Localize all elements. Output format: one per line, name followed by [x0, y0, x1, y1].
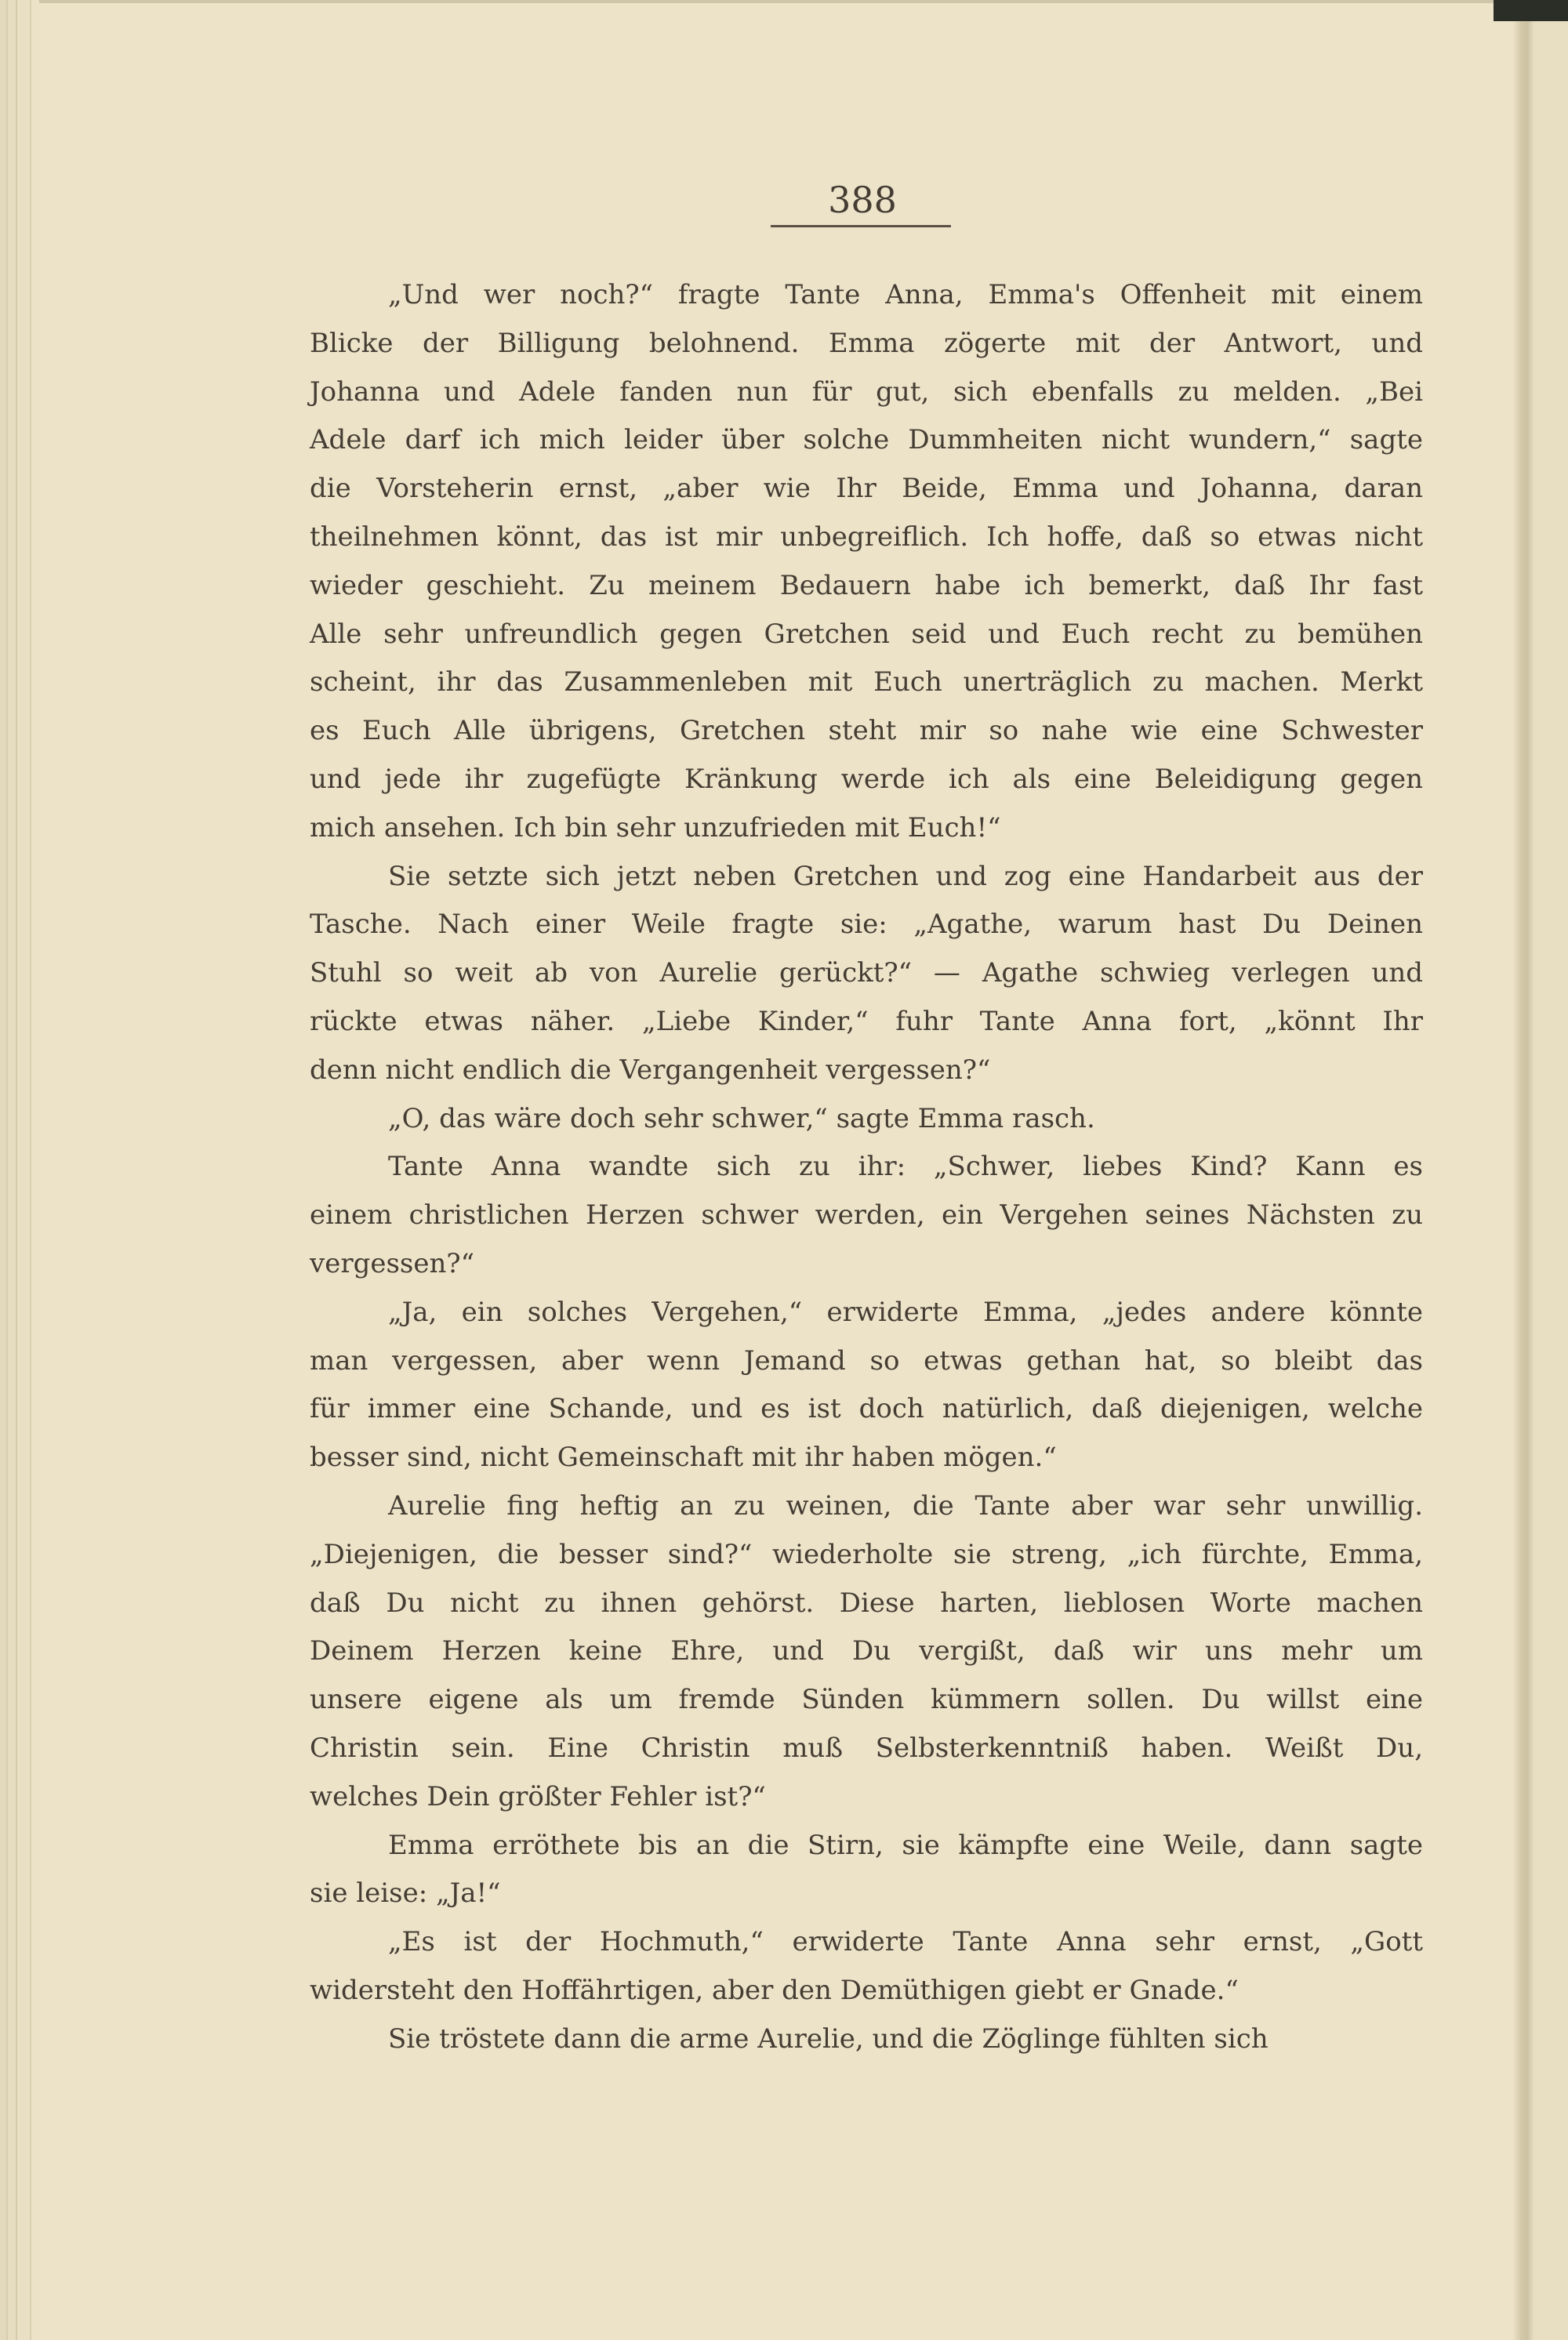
text-line: „Diejenigen, die besser sind?“ wiederholte sie streng, „ich fürchte, Emma,	[310, 1538, 1423, 1570]
paragraph	[310, 1822, 1423, 1919]
text-line: Johanna und Adele fanden nun für gut, sich ebenfalls zu melden. „Bei	[310, 375, 1423, 408]
text-line: besser sind, nicht Gemeinschaft mit ihr haben mögen.“	[310, 1442, 1057, 1474]
body-text	[310, 271, 1423, 2063]
text-line: widersteht den Hoffährtigen, aber den Demüthigen giebt er Gnade.“	[310, 1974, 1239, 2006]
text-line: „Ja, ein solches Vergehen,“ erwiderte Emma, „jedes andere könnte	[388, 1296, 1423, 1328]
text-line: unsere eigene als um fremde Sünden kümmern sollen. Du willst eine	[310, 1684, 1423, 1716]
text-line: Christin sein. Eine Christin muß Selbsterkenntniß haben. Weißt Du,	[310, 1732, 1423, 1764]
scan-background-corner	[1494, 0, 1568, 21]
text-line: „O, das wäre doch sehr schwer,“ sagte Emma rasch.	[388, 1102, 1095, 1134]
paragraph	[310, 1918, 1423, 2015]
text-line: es Euch Alle übrigens, Gretchen steht mir so nahe wie eine Schwester	[310, 715, 1423, 747]
paragraph	[310, 271, 1423, 853]
text-line: Sie tröstete dann die arme Aurelie, und die Zöglinge fühlten sich	[388, 2023, 1269, 2055]
text-line: die Vorsteherin ernst, „aber wie Ihr Beide, Emma und Johanna, daran	[310, 473, 1423, 505]
text-line: man vergessen, aber wenn Jemand so etwas gethan hat, so bleibt das	[310, 1344, 1423, 1377]
page-number-rule	[771, 225, 951, 227]
text-line: Blicke der Billigung belohnend. Emma zögerte mit der Antwort, und	[310, 327, 1423, 359]
text-line: scheint, ihr das Zusammenleben mit Euch unerträglich zu machen. Merkt	[310, 666, 1423, 698]
text-line: Alle sehr unfreundlich gegen Gretchen seid und Euch recht zu bemühen	[310, 618, 1423, 650]
page-stack-edge-left	[0, 0, 39, 2340]
text-line: vergessen?“	[310, 1247, 474, 1279]
text-line: welches Dein größter Fehler ist?“	[310, 1780, 766, 1812]
page-top-edge	[0, 0, 1568, 3]
text-line: „Es ist der Hochmuth,“ erwiderte Tante Anna sehr ernst, „Gott	[388, 1926, 1423, 1958]
paragraph	[310, 1482, 1423, 1822]
text-line: für immer eine Schande, und es ist doch natürlich, daß diejenigen, welche	[310, 1393, 1423, 1425]
next-page-edge	[1534, 21, 1568, 2340]
text-line: Aurelie fing heftig an zu weinen, die Tante aber war sehr unwillig.	[388, 1489, 1423, 1522]
text-line: und jede ihr zugefügte Kränkung werde ich als eine Beleidigung gegen	[310, 763, 1423, 795]
page-fold-shadow	[1513, 21, 1534, 2340]
text-line: einem christlichen Herzen schwer werden, ein Vergehen seines Nächsten zu	[310, 1199, 1423, 1232]
text-line: Sie setzte sich jetzt neben Gretchen und zog eine Handarbeit aus der	[388, 860, 1423, 892]
text-line: mich ansehen. Ich bin sehr unzufrieden mit Euch!“	[310, 811, 1001, 843]
text-line: Adele darf ich mich leider über solche Dummheiten nicht wundern,“ sagte	[310, 424, 1423, 456]
text-line: sie leise: „Ja!“	[310, 1877, 501, 1910]
text-line: denn nicht endlich die Vergangenheit vergessen?“	[310, 1054, 991, 1086]
text-line: Stuhl so weit ab von Aurelie gerückt?“ — Agathe schwieg verlegen und	[310, 957, 1423, 989]
paragraph	[310, 853, 1423, 1095]
text-line: daß Du nicht zu ihnen gehörst. Diese harten, lieblosen Worte machen	[310, 1587, 1423, 1619]
text-line: theilnehmen könnt, das ist mir unbegreiflich. Ich hoffe, daß so etwas nicht	[310, 521, 1423, 553]
paragraph	[310, 2015, 1423, 2064]
paragraph	[310, 1095, 1423, 1144]
text-line: rückte etwas näher. „Liebe Kinder,“ fuhr Tante Anna fort, „könnt Ihr	[310, 1005, 1423, 1037]
paragraph	[310, 1143, 1423, 1288]
text-line: wieder geschieht. Zu meinem Bedauern habe ich bemerkt, daß Ihr fast	[310, 569, 1423, 601]
text-line: Tante Anna wandte sich zu ihr: „Schwer, liebes Kind? Kann es	[388, 1151, 1423, 1183]
page-number: 388	[828, 179, 897, 221]
text-line: Deinem Herzen keine Ehre, und Du vergißt, daß wir uns mehr um	[310, 1635, 1423, 1667]
text-line: „Und wer noch?“ fragte Tante Anna, Emma's Offenheit mit einem	[388, 279, 1423, 310]
paragraph	[310, 1289, 1423, 1482]
text-line: Emma erröthete bis an die Stirn, sie kämpfte eine Weile, dann sagte	[388, 1829, 1423, 1861]
text-line: Tasche. Nach einer Weile fragte sie: „Agathe, warum hast Du Deinen	[310, 909, 1423, 941]
